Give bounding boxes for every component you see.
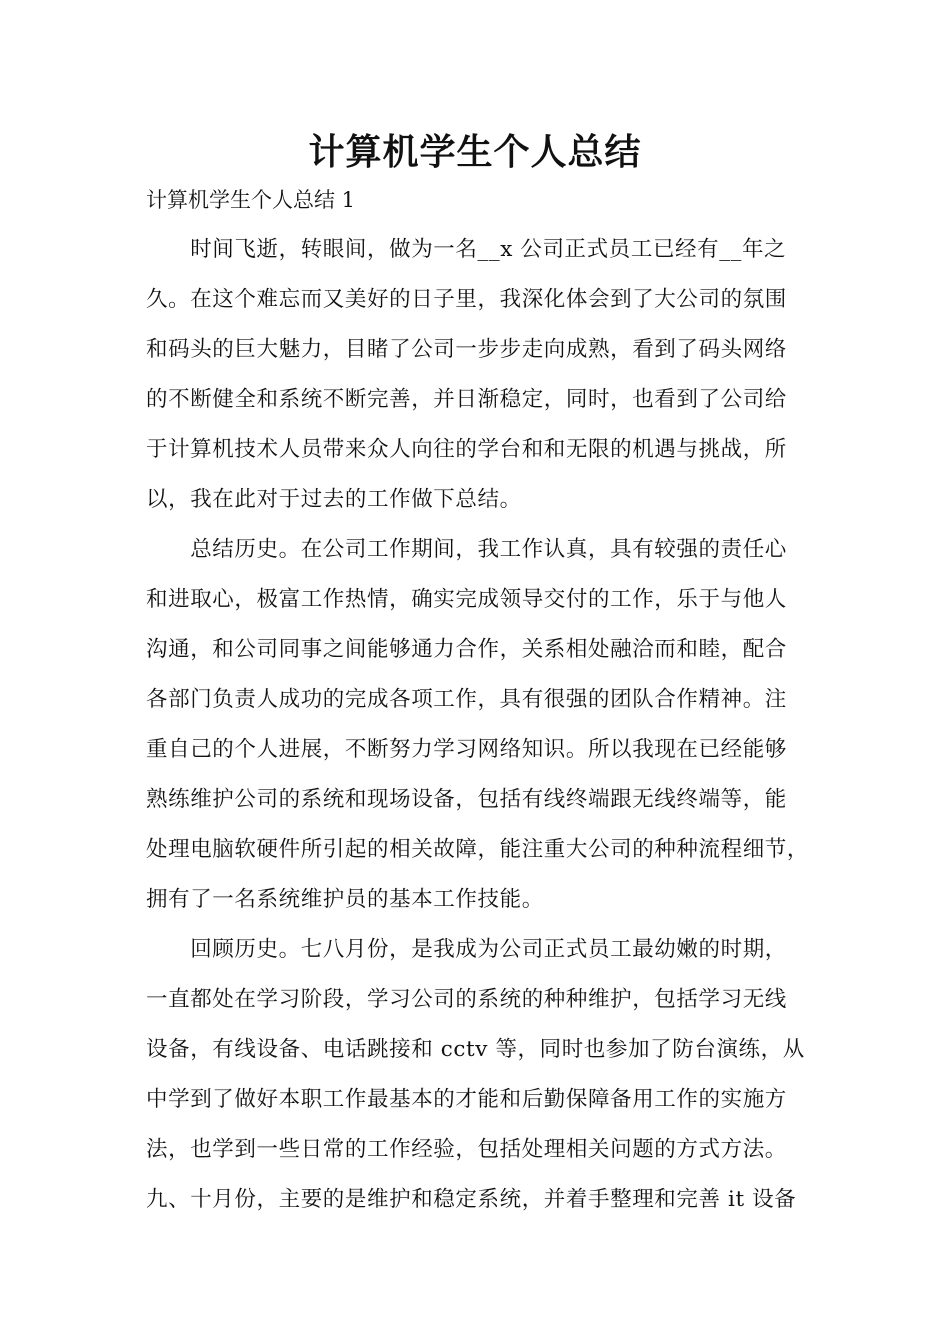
body-line: 于计算机技术人员带来众人向往的学台和和无限的机遇与挑战，所 bbox=[146, 437, 787, 462]
body-line: 中学到了做好本职工作最基本的才能和后勤保障备用工作的实施方 bbox=[146, 1087, 787, 1112]
body-line: 拥有了一名系统维护员的基本工作技能。 bbox=[146, 887, 544, 912]
body-line: 熟练维护公司的系统和现场设备，包括有线终端跟无线终端等，能 bbox=[146, 787, 787, 812]
body-line: 各部门负责人成功的完成各项工作，具有很强的团队合作精神。注 bbox=[146, 687, 787, 712]
document-title: 计算机学生个人总结 bbox=[308, 131, 642, 173]
body-line: 和进取心，极富工作热情，确实完成领导交付的工作，乐于与他人 bbox=[146, 587, 787, 612]
body-line: 时间飞逝，转眼间，做为一名__x 公司正式员工已经有__年之 bbox=[146, 237, 787, 262]
body-line: 法，也学到一些日常的工作经验，包括处理相关问题的方式方法。 bbox=[146, 1137, 787, 1162]
section-heading: 计算机学生个人总结 1 bbox=[146, 188, 356, 212]
body-line: 九、十月份，主要的是维护和稳定系统，并着手整理和完善 it 设备 bbox=[146, 1187, 797, 1212]
body-line: 的不断健全和系统不断完善，并日渐稳定，同时，也看到了公司给 bbox=[146, 387, 787, 412]
body-line: 以，我在此对于过去的工作做下总结。 bbox=[146, 487, 522, 512]
body-line: 重自己的个人进展，不断努力学习网络知识。所以我现在已经能够 bbox=[146, 737, 787, 762]
body-line: 总结历史。在公司工作期间，我工作认真，具有较强的责任心 bbox=[146, 537, 787, 562]
body-line: 设备，有线设备、电话跳接和 cctv 等，同时也参加了防台演练，从 bbox=[146, 1037, 805, 1062]
body-line: 一直都处在学习阶段，学习公司的系统的种种维护，包括学习无线 bbox=[146, 987, 787, 1012]
body-line: 久。在这个难忘而又美好的日子里，我深化体会到了大公司的氛围 bbox=[146, 287, 787, 312]
body-line: 回顾历史。七八月份，是我成为公司正式员工最幼嫩的时期， bbox=[146, 937, 787, 962]
body-line: 处理电脑软硬件所引起的相关故障，能注重大公司的种种流程细节， bbox=[146, 837, 810, 862]
body-line: 沟通，和公司同事之间能够通力合作，关系相处融洽而和睦，配合 bbox=[146, 637, 787, 662]
body-line: 和码头的巨大魅力，目睹了公司一步步走向成熟，看到了码头网络 bbox=[146, 337, 787, 362]
